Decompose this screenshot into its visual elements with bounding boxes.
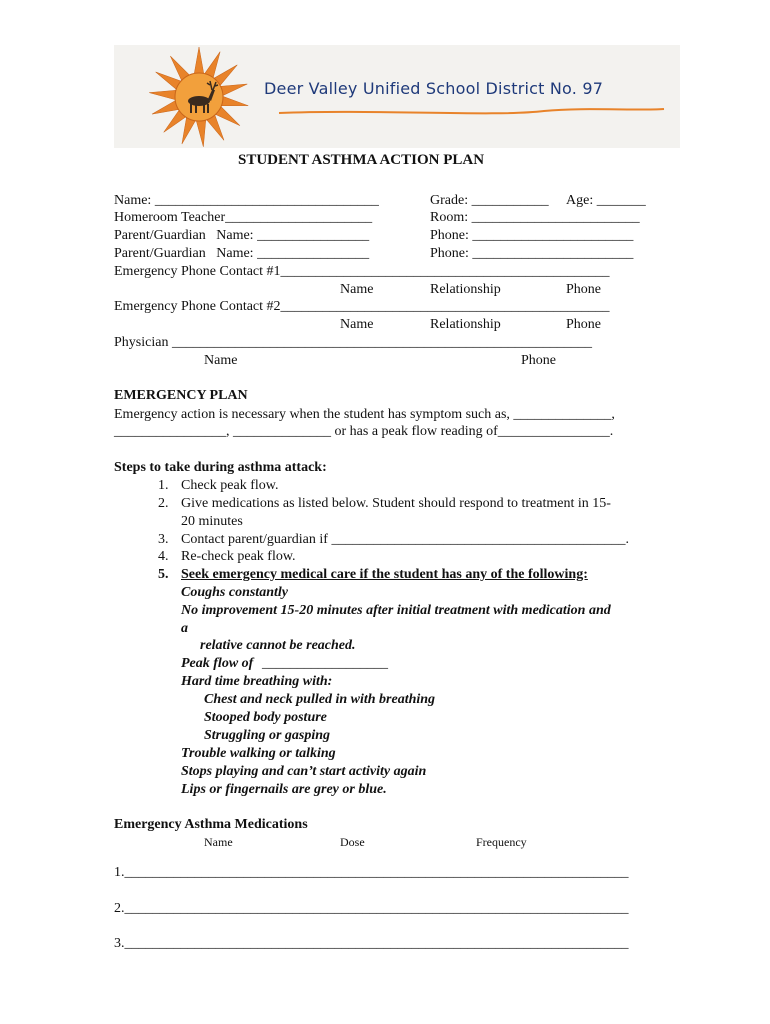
med-col-frequency: Frequency <box>476 835 527 849</box>
contact1-field[interactable]: Emergency Phone Contact #1_______________________________________________ <box>114 264 610 279</box>
symptom-item: Stooped body posture <box>204 710 327 725</box>
med-col-dose: Dose <box>340 835 365 849</box>
parent2-name-field[interactable]: Parent/Guardian Name: ________________ <box>114 246 370 261</box>
symptom-item: Trouble walking or talking <box>181 746 336 761</box>
step-num: 1. <box>158 478 169 493</box>
emergency-plan-heading: EMERGENCY PLAN <box>114 388 248 403</box>
contact2-relationship-label: Relationship <box>430 317 501 332</box>
grade-field[interactable]: Grade: ___________ <box>430 193 549 208</box>
physician-phone-label: Phone <box>521 353 556 368</box>
medication-line[interactable]: 2.________________________________________________________________________ <box>114 901 629 916</box>
step-text: Give medications as listed below. Student should respond to treatment in 15- <box>181 496 611 511</box>
district-banner <box>114 45 680 148</box>
step-num: 5. <box>158 567 169 582</box>
contact2-name-label: Name <box>340 317 374 332</box>
parent1-name-field[interactable]: Parent/Guardian Name: ________________ <box>114 228 370 243</box>
med-col-name: Name <box>204 835 233 849</box>
step-text: Re-check peak flow. <box>181 549 296 564</box>
name-field[interactable]: Name: ________________________________ <box>114 193 379 208</box>
parent1-phone-field[interactable]: Phone: _______________________ <box>430 228 634 243</box>
symptom-item: Hard time breathing with: <box>181 674 333 689</box>
symptom-item: a <box>181 621 188 636</box>
parent2-phone-field[interactable]: Phone: _______________________ <box>430 246 634 261</box>
contact1-relationship-label: Relationship <box>430 282 501 297</box>
step-text: Check peak flow. <box>181 478 279 493</box>
contact1-name-label: Name <box>340 282 374 297</box>
room-field[interactable]: Room: ________________________ <box>430 210 640 225</box>
medications-heading: Emergency Asthma Medications <box>114 817 308 832</box>
physician-name-label: Name <box>204 353 238 368</box>
district-name: Deer Valley Unified School District No. 97 <box>264 79 604 98</box>
symptom-item: Chest and neck pulled in with breathing <box>204 692 436 707</box>
homeroom-field[interactable]: Homeroom Teacher_____________________ <box>114 210 373 225</box>
step-num: 4. <box>158 549 169 564</box>
step-num: 2. <box>158 496 169 511</box>
symptom-item: Peak flow of <box>181 656 254 671</box>
emergency-line-1[interactable]: Emergency action is necessary when the student has symptom such as, ______________, <box>114 407 615 422</box>
symptom-item: Coughs constantly <box>181 585 288 600</box>
symptom-item: Lips or fingernails are grey or blue. <box>181 782 387 797</box>
contact2-field[interactable]: Emergency Phone Contact #2_______________________________________________ <box>114 299 610 314</box>
age-field[interactable]: Age: _______ <box>566 193 646 208</box>
step-text[interactable]: Contact parent/guardian if __________________________________________. <box>181 532 629 547</box>
medication-line[interactable]: 3.________________________________________________________________________ <box>114 936 629 951</box>
symptom-item: No improvement 15-20 minutes after initial treatment with medication and <box>181 603 611 618</box>
page-title: STUDENT ASTHMA ACTION PLAN <box>238 152 485 168</box>
peak-flow-blank[interactable]: __________________ <box>262 656 388 671</box>
medication-line[interactable]: 1.________________________________________________________________________ <box>114 865 629 880</box>
emergency-line-2[interactable]: ________________, ______________ or has a peak flow reading of________________. <box>114 424 614 439</box>
symptom-item: relative cannot be reached. <box>200 638 356 653</box>
physician-field[interactable]: Physician ____________________________________________________________ <box>114 335 592 350</box>
step-text: 20 minutes <box>181 514 243 529</box>
step-5-text: Seek emergency medical care if the student has any of the following: <box>181 567 588 582</box>
symptom-item: Struggling or gasping <box>204 728 331 743</box>
contact1-phone-label: Phone <box>566 282 601 297</box>
steps-heading: Steps to take during asthma attack: <box>114 460 327 475</box>
symptom-item: Stops playing and can’t start activity again <box>181 764 427 779</box>
step-num: 3. <box>158 532 169 547</box>
contact2-phone-label: Phone <box>566 317 601 332</box>
